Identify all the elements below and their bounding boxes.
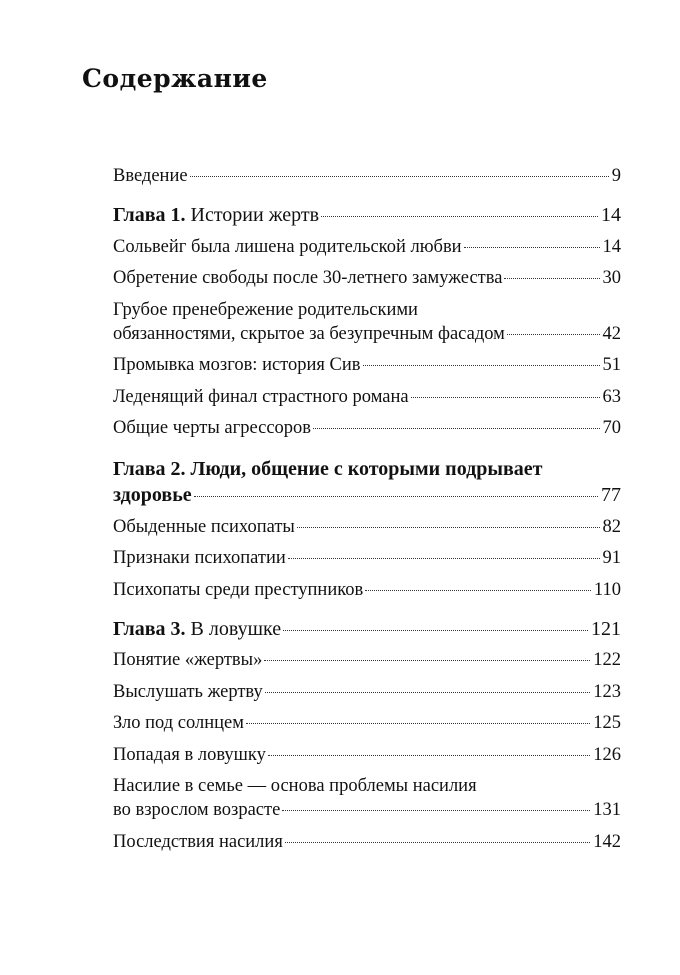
toc-entry	[113, 353, 621, 377]
toc-entry	[113, 546, 621, 570]
dot-leader	[265, 692, 590, 693]
toc-entry-title: Последствия насилия	[113, 831, 283, 852]
toc-entry-intro	[113, 164, 621, 188]
dot-leader	[283, 630, 588, 631]
toc-entry	[113, 743, 621, 767]
toc-entry	[113, 235, 621, 259]
toc-page-number: 123	[593, 681, 621, 702]
chapter-number: Глава 3.	[113, 617, 186, 640]
dot-leader	[313, 428, 599, 429]
toc-entry-title: Признаки психопатии	[113, 548, 286, 568]
dot-leader	[268, 755, 590, 756]
dot-leader	[464, 247, 600, 248]
toc-entry	[113, 711, 621, 735]
toc-entry-title: Введение	[113, 166, 188, 186]
toc-entry	[113, 648, 621, 672]
chapter-title-line1: Глава 2. Люди, общение с которыми подрывает	[113, 458, 543, 480]
chapter-title: В ловушке	[185, 617, 282, 640]
toc-entry-title: Промывка мозгов: история Сив	[113, 355, 361, 375]
toc-page-number: 126	[593, 744, 621, 765]
toc-entry-multiline	[113, 298, 621, 346]
toc-entry-title: Общие черты агрессоров	[113, 418, 312, 438]
toc-page-number: 122	[593, 650, 621, 670]
toc-page-number: 14	[602, 236, 621, 257]
dot-leader	[297, 527, 600, 528]
toc-entry-title-line2: во взрослом возрасте	[113, 800, 281, 820]
toc-page-number: 30	[602, 268, 621, 288]
toc-page-number: 110	[593, 579, 621, 600]
toc-entry	[113, 266, 621, 290]
toc-page-number: 77	[601, 484, 621, 506]
chapter-number: Глава 1.	[113, 204, 186, 226]
toc-entry	[113, 385, 621, 409]
toc-page-number: 51	[602, 355, 621, 375]
dot-leader	[321, 216, 598, 217]
toc-page-number: 9	[611, 166, 621, 186]
dot-leader	[363, 365, 600, 366]
toc-chapter-3	[113, 617, 621, 641]
toc-entry-title: Зло под солнцем	[113, 713, 244, 733]
dot-leader	[246, 723, 590, 724]
toc-entry-title: Обыденные психопаты	[113, 516, 295, 537]
toc-entry	[113, 578, 621, 602]
toc-entry-title: Психопаты среди преступников	[113, 579, 364, 600]
toc-page-number: 91	[602, 548, 621, 568]
toc-chapter-1	[113, 203, 621, 227]
toc-entry-multiline	[113, 774, 621, 822]
toc-entry	[113, 830, 621, 854]
dot-leader	[507, 334, 600, 335]
dot-leader	[288, 558, 600, 559]
toc-entry-title: Обретение свободы после 30-летнего замужества	[113, 268, 503, 288]
dot-leader	[194, 496, 598, 497]
dot-leader	[264, 660, 590, 661]
toc-entry-title: Понятие «жертвы»	[113, 650, 263, 670]
toc-entry-title: Выслушать жертву	[113, 681, 263, 702]
toc-page-number: 121	[591, 617, 621, 640]
dot-leader	[190, 176, 609, 177]
toc-entry-title-line1: Грубое пренебрежение родительскими	[113, 299, 418, 320]
toc-entry	[113, 680, 621, 704]
dot-leader	[411, 397, 600, 398]
toc-page-number: 63	[602, 386, 621, 407]
toc-page-number: 70	[602, 418, 621, 438]
toc-page-number: 82	[602, 516, 621, 537]
toc-entry	[113, 515, 621, 539]
chapter-title: Истории жертв	[185, 204, 320, 226]
chapter-title-line2: здоровье	[113, 484, 192, 506]
dot-leader	[504, 278, 599, 279]
page-title: Содержание	[82, 64, 268, 93]
table-of-contents	[113, 164, 621, 861]
toc-page-number: 142	[593, 831, 621, 852]
toc-entry-title: Сольвейг была лишена родительской любви	[113, 236, 462, 257]
toc-page-number: 131	[593, 800, 621, 820]
dot-leader	[282, 810, 590, 811]
toc-chapter-2	[113, 455, 621, 507]
toc-entry	[113, 416, 621, 440]
toc-entry-title: Леденящий финал страстного романа	[113, 386, 409, 407]
dot-leader	[285, 842, 590, 843]
dot-leader	[365, 590, 591, 591]
toc-page-number: 125	[593, 713, 621, 733]
toc-entry-title: Попадая в ловушку	[113, 744, 266, 765]
toc-page-number: 14	[601, 204, 621, 226]
toc-entry-title-line2: обязанностями, скрытое за безупречным фасадом	[113, 323, 505, 344]
toc-entry-title-line1: Насилие в семье — основа проблемы насилия	[113, 776, 477, 796]
toc-page-number: 42	[602, 323, 621, 344]
